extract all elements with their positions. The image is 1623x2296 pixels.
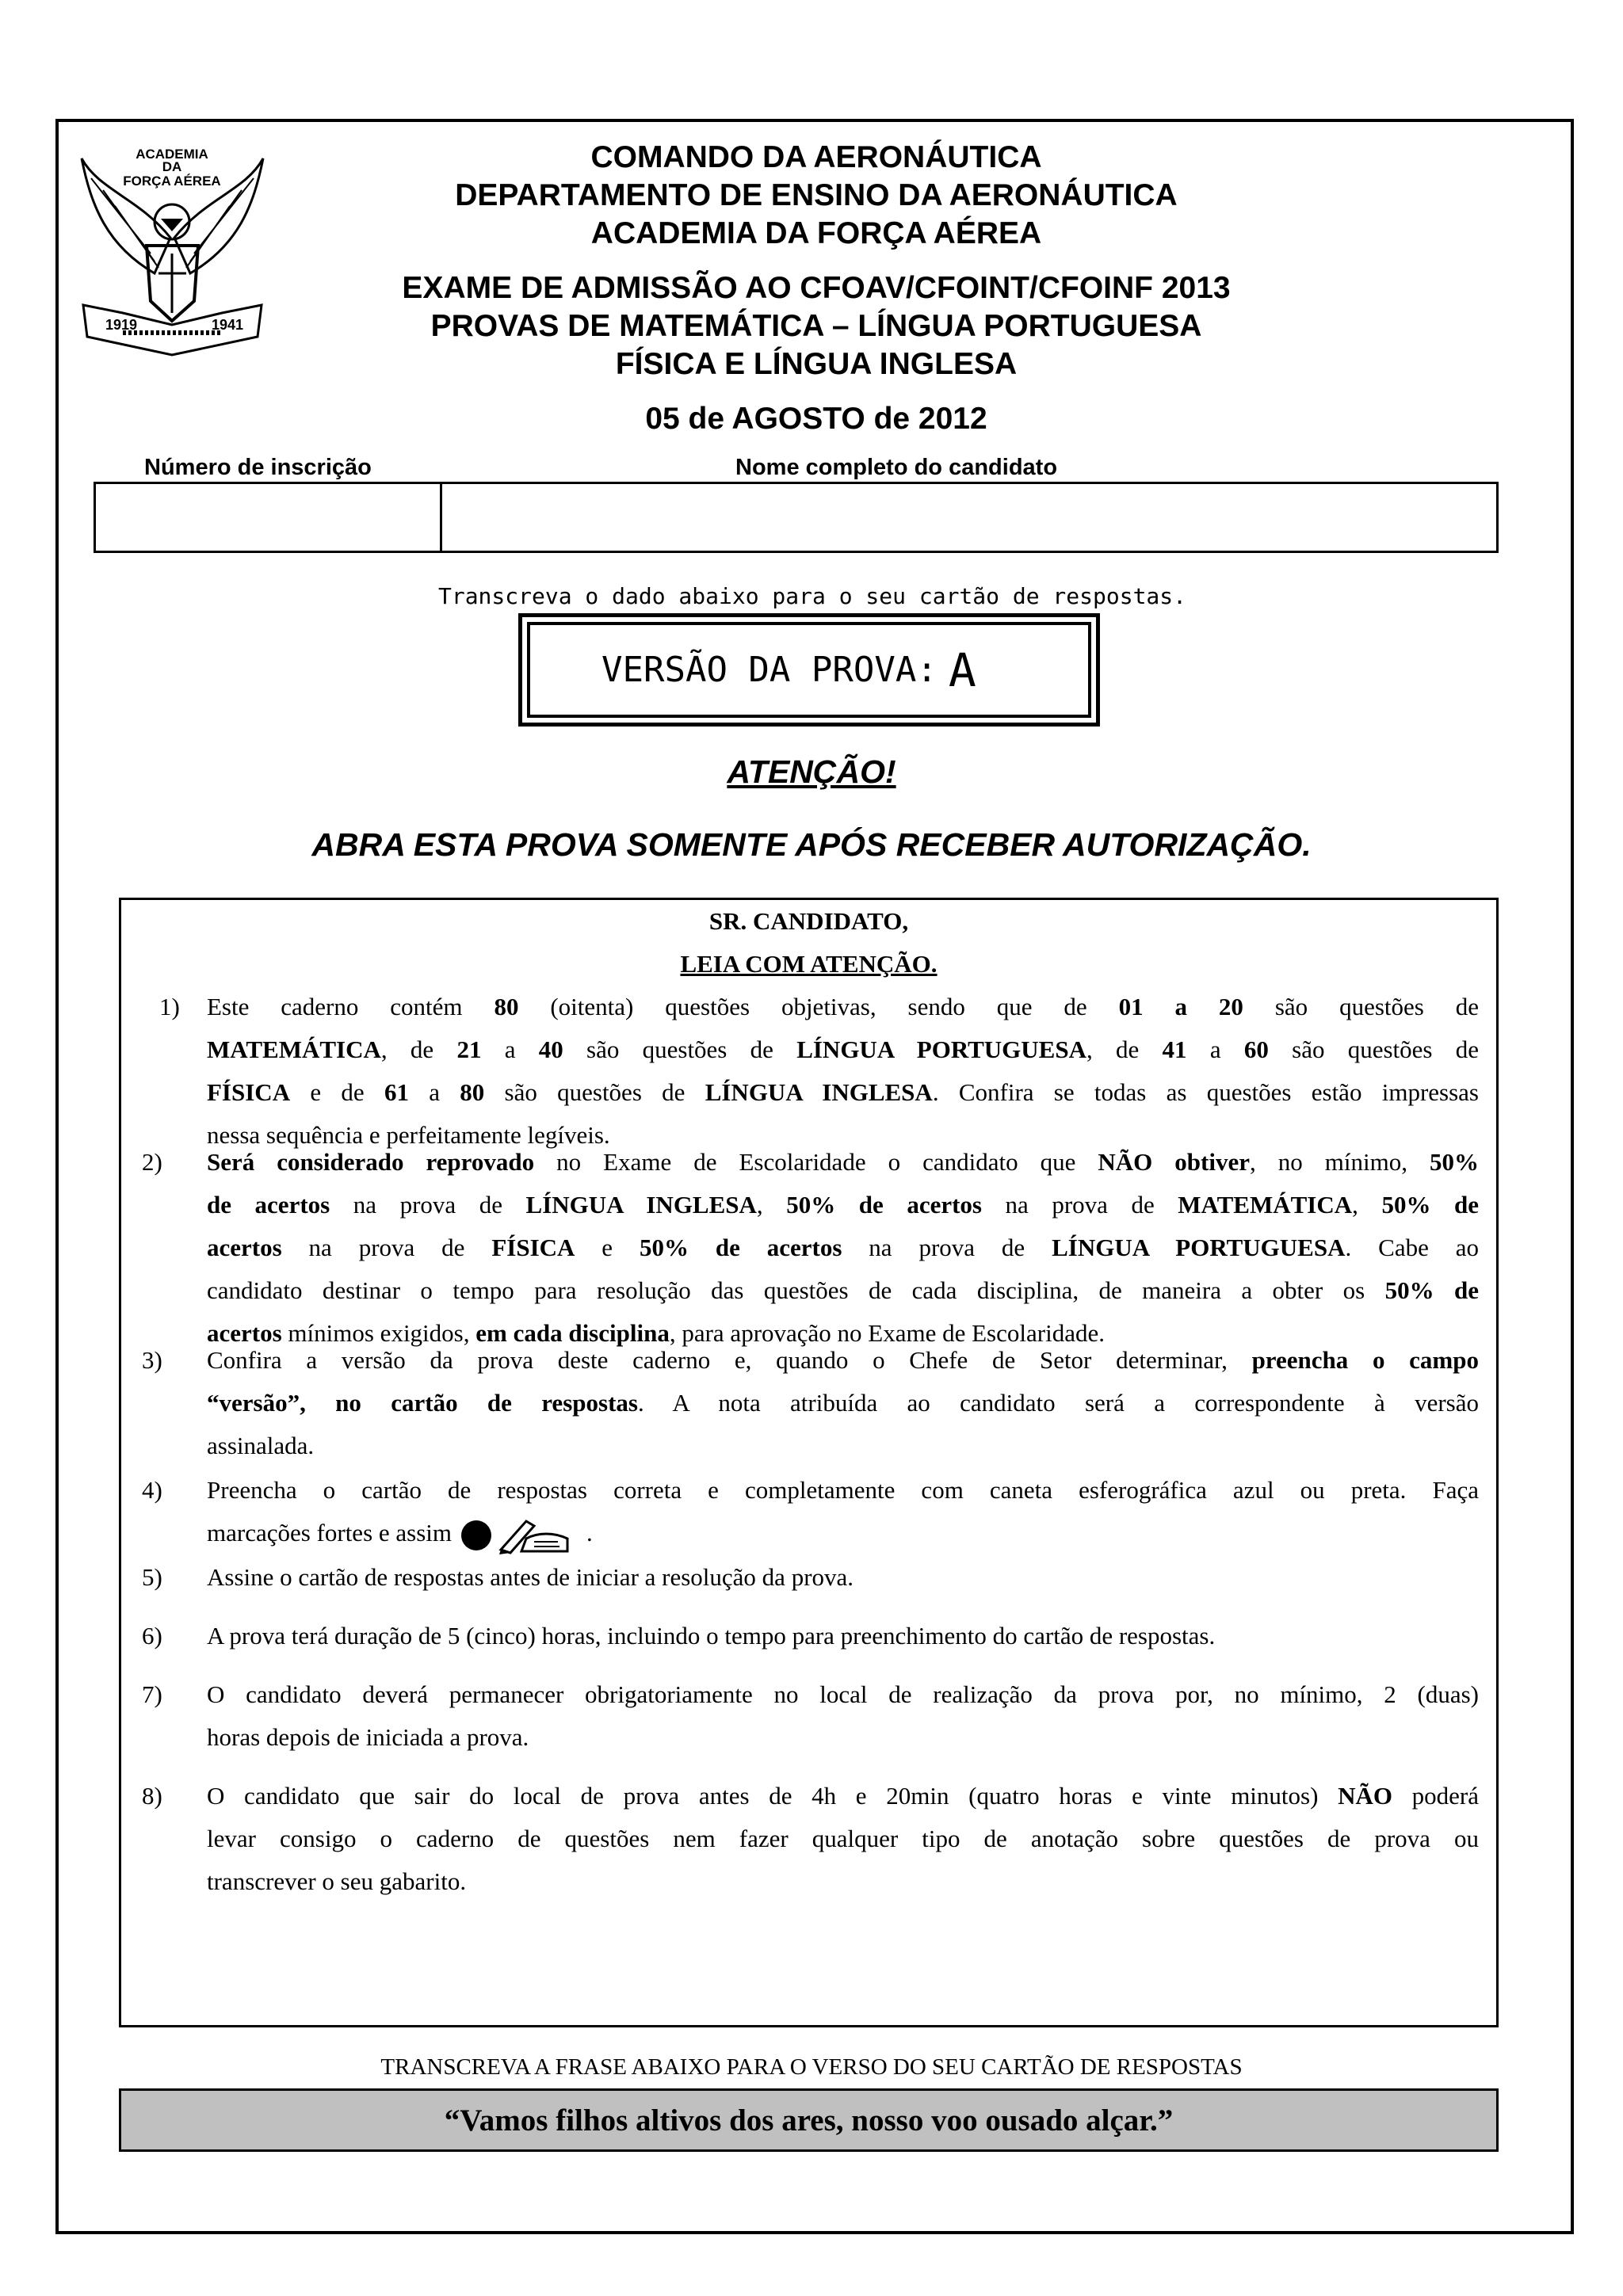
instruction-line: A prova terá duração de 5 (cinco) horas, incluindo o tempo para preenchimento do cartão de respostas. [207, 1622, 1216, 1650]
instruction-line: Assine o cartão de respostas antes de iniciar a resolução da prova. [207, 1563, 854, 1591]
instruction-line: transcrever o seu gabarito. [207, 1867, 467, 1895]
instruction-line: Este caderno contém 80 (oitenta) questões objetivas, sendo que de 01 a 20 são questões de [207, 993, 1480, 1020]
instruction-line: levar consigo o caderno de questões nem fazer qualquer tipo de anotação sobre questões de prova ou [207, 1825, 1479, 1852]
nome-field[interactable] [442, 484, 1496, 551]
inscricao-label: Número de inscrição [144, 455, 372, 480]
filled-mark-icon [461, 1520, 491, 1550]
instruction-line: Será considerado reprovado no Exame de Escolaridade o candidato que NÃO obtiver, no mínimo, 50% [207, 1148, 1480, 1176]
header-exam-title: EXAME DE ADMISSÃO AO CFOAV/CFOINT/CFOINF 2013 [402, 271, 1231, 305]
instruction-line: O candidato deverá permanecer obrigatoriamente no local de realização da prova por, no mínimo, 2 (duas) [207, 1680, 1479, 1708]
instructions-greeting: SR. CANDIDATO, [708, 907, 909, 935]
academy-emblem-logo [75, 143, 269, 360]
svg-text:FORÇA AÉREA: FORÇA AÉREA [123, 174, 221, 189]
versao-box [518, 613, 1100, 727]
instruction-line: assinalada. [207, 1432, 315, 1459]
instruction-line: acertos na prova de FÍSICA e 50% de acertos na prova de LÍNGUA PORTUGUESA. Cabe ao [207, 1234, 1479, 1261]
frase-label: TRANSCREVA A FRASE ABAIXO PARA O VERSO DO SEU CARTÃO DE RESPOSTAS [380, 2054, 1243, 2080]
instruction-number: 1) [159, 993, 180, 1020]
header-line-academy: ACADEMIA DA FORÇA AÉREA [590, 216, 1042, 250]
instruction-number: 7) [142, 1680, 162, 1708]
svg-text:1941: 1941 [212, 317, 244, 333]
instruction-line: marcações fortes e assim . [207, 1512, 1479, 1556]
instruction-line: MATEMÁTICA, de 21 a 40 são questões de LÍNGUA PORTUGUESA, de 41 a 60 são questões de [207, 1035, 1480, 1063]
pen-hand-icon [495, 1515, 574, 1556]
instruction-line: FÍSICA e de 61 a 80 são questões de LÍNGUA INGLESA. Confira se todas as questões estão impressas [207, 1078, 1479, 1106]
nome-label: Nome completo do candidato [735, 455, 1058, 480]
instruction-line: horas depois de iniciada a prova. [207, 1723, 529, 1751]
header-exam-subjects: PROVAS DE MATEMÁTICA – LÍNGUA PORTUGUESA [430, 309, 1202, 343]
instruction-number: 6) [142, 1622, 162, 1650]
svg-text:ACADEMIA: ACADEMIA [136, 147, 208, 162]
versao-label: VERSÃO DA PROVA: [601, 650, 938, 690]
svg-text:DA: DA [162, 159, 182, 174]
versao-instruction: Transcreva o dado abaixo para o seu cartão de respostas. [437, 583, 1186, 609]
instruction-line: O candidato que sair do local de prova antes de 4h e 20min (quatro horas e vinte minutos) NÃO poderá [207, 1782, 1479, 1810]
instruction-line: “versão”, no cartão de respostas. A nota atribuída ao candidato será a correspondente à versão [207, 1389, 1479, 1417]
instructions-heading: LEIA COM ATENÇÃO. [680, 950, 938, 978]
atencao-title: ATENÇÃO! [727, 753, 896, 790]
instruction-number: 8) [142, 1782, 162, 1810]
instruction-line: candidato destinar o tempo para resolução das questões de cada disciplina, de maneira a obter os 50% de [207, 1276, 1480, 1304]
header-exam-subjects-2: FÍSICA E LÍNGUA INGLESA [615, 347, 1018, 381]
instruction-line: Preencha o cartão de respostas correta e completamente com caneta esferográfica azul ou preta. Faça [207, 1476, 1479, 1504]
header-line-command: COMANDO DA AERONÁUTICA [590, 140, 1042, 174]
instruction-line: nessa sequência e perfeitamente legíveis. [207, 1121, 610, 1149]
header-exam-date: 05 de AGOSTO de 2012 [645, 402, 987, 436]
inscricao-field[interactable] [96, 484, 442, 551]
candidate-fields-row [94, 482, 1499, 553]
instructions-box [119, 898, 1499, 2027]
header-line-department: DEPARTAMENTO DE ENSINO DA AERONÁUTICA [455, 178, 1178, 212]
instruction-number: 5) [142, 1563, 162, 1591]
atencao-subtitle: ABRA ESTA PROVA SOMENTE APÓS RECEBER AUTORIZAÇÃO. [311, 826, 1312, 863]
instruction-number: 4) [142, 1476, 162, 1504]
instruction-number: 3) [142, 1346, 162, 1374]
versao-letter: A [948, 643, 976, 697]
instruction-line: de acertos na prova de LÍNGUA INGLESA, 50% de acertos na prova de MATEMÁTICA, 50% de [207, 1191, 1479, 1219]
frase-text: “Vamos filhos altivos dos ares, nosso voo ousado alçar.” [444, 2103, 1174, 2138]
instruction-line-end: . [586, 1519, 593, 1547]
instruction-number: 2) [142, 1148, 162, 1176]
instruction-line: Confira a versão da prova deste caderno e, quando o Chefe de Setor determinar, preencha o campo [207, 1346, 1479, 1374]
instruction-line: acertos mínimos exigidos, em cada disciplina, para aprovação no Exame de Escolaridade. [207, 1319, 1105, 1347]
frase-box [119, 2088, 1499, 2152]
svg-text:1919: 1919 [105, 317, 138, 333]
